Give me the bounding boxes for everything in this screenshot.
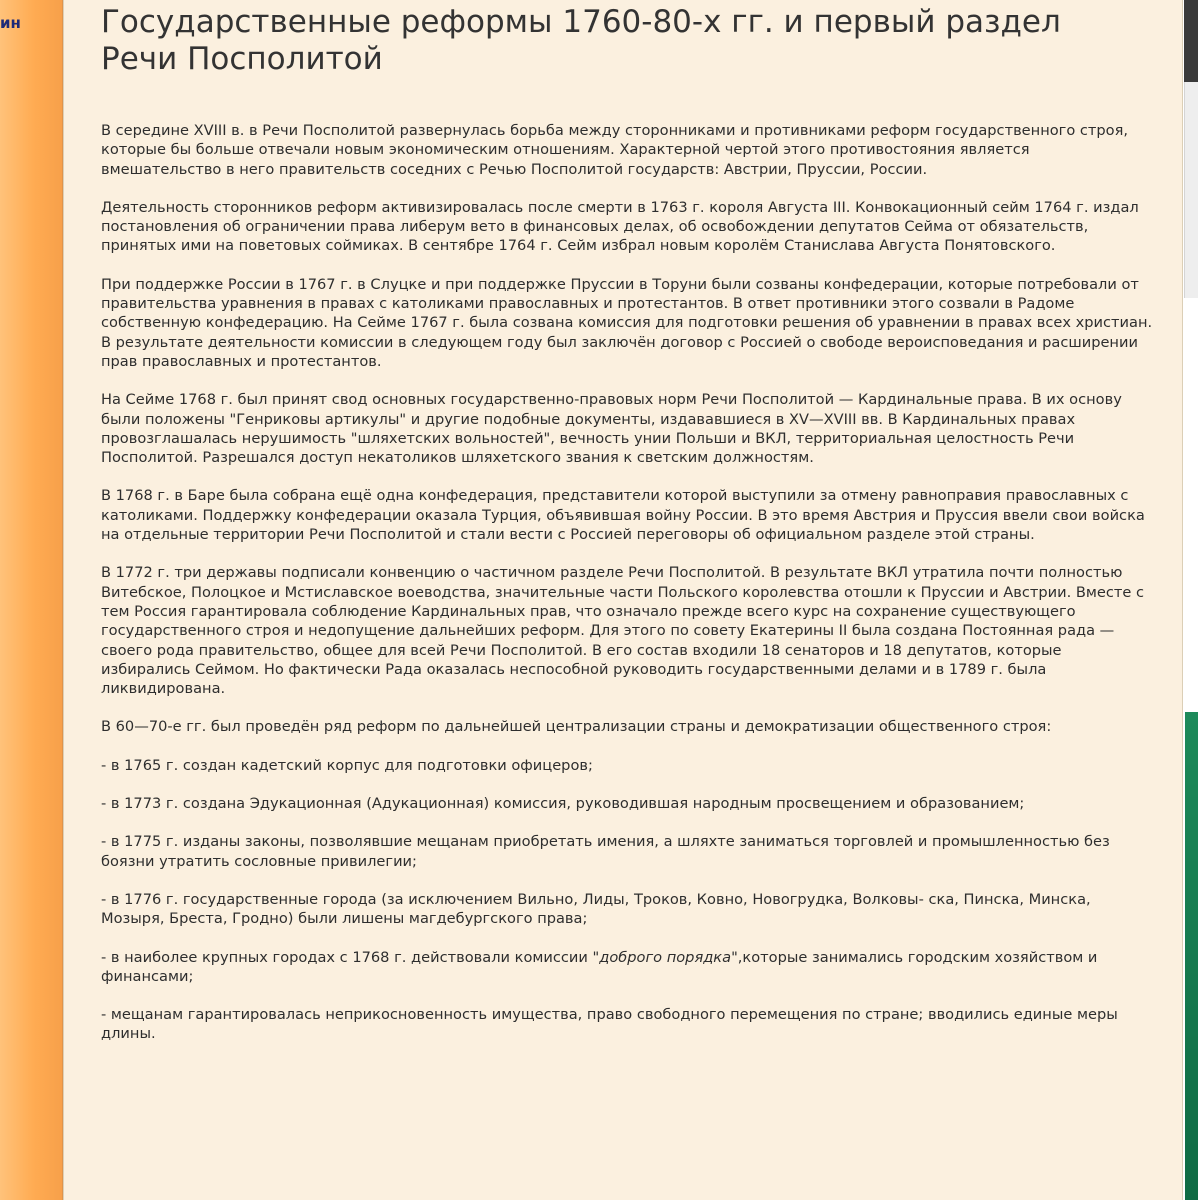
article-paragraphs — [101, 121, 1161, 1044]
side-banner — [1185, 712, 1198, 1200]
sidebar-nav-link[interactable]: ин — [0, 14, 21, 32]
paragraph: При поддержке России в 1767 г. в Слуцке и при поддержке Пруссии в Торуни были созваны конфедерации, которые потребовали от правительства уравнения в правах с католиками православных и протестантов. В ответ противники этого созвали в Радоме собственную конфедерацию. На Сейме 1767 г. была созвана комиссия для подготовки решения об уравнении в правах всех христиан. В результате деятельности комиссии в следующем году был заключён договор с Россией о свободе вероисповедания и расширении прав православных и протестантов. — [101, 275, 1153, 370]
list-item: - в 1775 г. изданы законы, позволявшие мещанам приобретать имения, а шляхте заниматься торговлей и промышленностью без боязни утратить сословные привилегии; — [101, 833, 1110, 870]
paragraph: Деятельность сторонников реформ активизировалась после смерти в 1763 г. короля Августа III. Конвокационный сейм 1764 г. издал постановления об ограничении права либерум вето в финансовых делах, об освобождении депутатов Сейма от обязательств, принятых ими на поветовых соймиках. В сентябре 1764 г. Сейм избрал новым королём Станислава Августа Понятовского. — [101, 198, 1139, 255]
list-item: - в 1773 г. создана Эдукационная (Адукационная) комиссия, руководившая народным просвещением и образованием; — [101, 795, 1025, 813]
paragraph: На Сейме 1768 г. был принят свод основных государственно-правовых норм Речи Посполитой — Кардинальные права. В их основу были положены "Генриковы артикулы" и другие подобные документы, издававшиеся в XV—XVIII вв. В Кардинальных правах провозглашалась нерушимость "шляхетских вольностей", вечность унии Польши и ВКЛ, территориальная целостность Речи Посполитой. Разрешался доступ некатоликов шляхетского звания к светским должностям. — [101, 391, 1122, 467]
list-item-commission — [101, 948, 1153, 987]
scrollbar-track[interactable] — [1184, 82, 1198, 298]
paragraph: В 1772 г. три державы подписали конвенцию о частичном разделе Речи Посполитой. В результате ВКЛ утратила почти полностью Витебское, Полоцкое и Мстиславское воеводства, значительные части Польского королевства отошли к Пруссии и Австрии. Вместе с тем Россия гарантировала соблюдение Кардинальных прав, что означало прежде всего курс на сохранение существующего государственного строя и недопущение дальнейших реформ. Для этого по совету Екатерины II была создана Постоянная рада — своего рода правительство, общее для всей Речи Посполитой. В его состав входили 18 сенаторов и 18 депутатов, которые избирались Сеймом. Но фактически Рада оказалась неспособной руководить государственными делами и в 1789 г. была ликвидирована. — [101, 564, 1145, 698]
article-title: Государственные реформы 1760-80-х гг. и первый раздел Речи Посполитой — [101, 4, 1061, 77]
list-item-text: - в наиболее крупных городах с 1768 г. действовали комиссии — [101, 948, 593, 966]
emphasis-quote: "доброго порядка" — [592, 948, 738, 966]
paragraph: В 60—70-е гг. был проведён ряд реформ по дальнейшей централизации страны и демократизации общественного строя: — [101, 718, 1052, 736]
list-item: - в 1765 г. создан кадетский корпус для подготовки офицеров; — [101, 756, 593, 774]
left-sidebar — [0, 0, 63, 1200]
scrollbar-thumb[interactable] — [1184, 0, 1198, 82]
list-item: - в 1776 г. государственные города (за исключением Вильно, Лиды, Троков, Ковно, Новогрудка, Волковы- ска, Пинска, Минска, Мозыря, Бреста, Гродно) были лишены магдебургского права; — [101, 890, 1091, 928]
list-item: - мещанам гарантировалась неприкосновенность имущества, право свободного перемещения по стране; вводились единые меры длины. — [101, 1006, 1118, 1043]
paragraph: В 1768 г. в Баре была собрана ещё одна конфедерация, представители которой выступили за отмену равноправия православных с католиками. Поддержку конфедерации оказала Турция, объявившая войну России. В это время Австрия и Пруссия ввели свои войска на отдельные территории Речи Посполитой и стали вести с Россией переговоры об официальном разделе этой страны. — [101, 487, 1145, 544]
list-item-text: ,которые занимались городским хозяйством и финансами; — [101, 948, 1098, 985]
paragraph: В середине XVIII в. в Речи Посполитой развернулась борьба между сторонниками и противниками реформ государственного строя, которые бы больше отвечали новым экономическим отношениям. Характерной чертой этого противостояния является вмешательство в него правительств соседних с Речью Посполитой государств: Австрии, Пруссии, России. — [101, 122, 1129, 178]
article-container — [63, 0, 1183, 1200]
article-body — [101, 0, 1161, 1063]
